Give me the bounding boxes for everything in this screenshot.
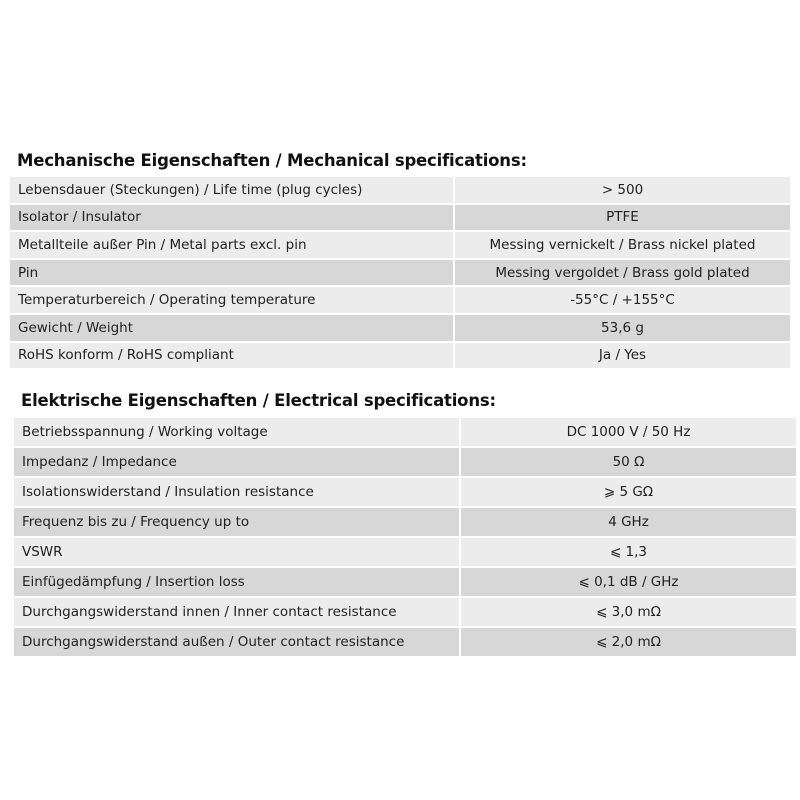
spec-value: ⩽ 1,3 (461, 538, 796, 568)
spec-label: Durchgangswiderstand innen / Inner contact resistance (14, 598, 461, 628)
spec-value: DC 1000 V / 50 Hz (461, 418, 796, 448)
spec-value: PTFE (455, 205, 790, 233)
spec-label: Durchgangswiderstand außen / Outer contact resistance (14, 628, 461, 658)
table-row (14, 508, 796, 538)
spec-label: Lebensdauer (Steckungen) / Life time (plug cycles) (10, 177, 455, 205)
electrical-spec-table (14, 418, 796, 658)
mechanical-section-title: Mechanische Eigenschaften / Mechanical specifications: (17, 151, 527, 170)
table-row (10, 232, 790, 260)
table-row (10, 343, 790, 371)
spec-value: 50 Ω (461, 448, 796, 478)
spec-value: ⩽ 2,0 mΩ (461, 628, 796, 658)
spec-value: 4 GHz (461, 508, 796, 538)
table-row (10, 205, 790, 233)
table-row (14, 448, 796, 478)
electrical-specifications-section (14, 388, 796, 658)
table-row (14, 418, 796, 448)
spec-value: ⩾ 5 GΩ (461, 478, 796, 508)
spec-value: ⩽ 0,1 dB / GHz (461, 568, 796, 598)
spec-value: > 500 (455, 177, 790, 205)
electrical-section-title: Elektrische Eigenschaften / Electrical specifications: (21, 391, 496, 410)
spec-label: Isolationswiderstand / Insulation resistance (14, 478, 461, 508)
spec-label: Pin (10, 260, 455, 288)
table-row (14, 538, 796, 568)
mechanical-specifications-section (10, 147, 790, 370)
spec-value: -55°C / +155°C (455, 287, 790, 315)
table-row (10, 260, 790, 288)
spec-value: Ja / Yes (455, 343, 790, 371)
mechanical-spec-table (10, 177, 790, 370)
table-row (10, 315, 790, 343)
spec-label: Metallteile außer Pin / Metal parts excl. pin (10, 232, 455, 260)
table-row (10, 177, 790, 205)
spec-value: ⩽ 3,0 mΩ (461, 598, 796, 628)
table-row (14, 568, 796, 598)
spec-label: Frequenz bis zu / Frequency up to (14, 508, 461, 538)
spec-label: VSWR (14, 538, 461, 568)
spec-value: Messing vergoldet / Brass gold plated (455, 260, 790, 288)
spec-label: Impedanz / Impedance (14, 448, 461, 478)
spec-label: RoHS konform / RoHS compliant (10, 343, 455, 371)
table-row (10, 287, 790, 315)
spec-value: 53,6 g (455, 315, 790, 343)
spec-label: Temperaturbereich / Operating temperature (10, 287, 455, 315)
spec-label: Gewicht / Weight (10, 315, 455, 343)
spec-label: Isolator / Insulator (10, 205, 455, 233)
table-row (14, 478, 796, 508)
spec-label: Betriebsspannung / Working voltage (14, 418, 461, 448)
table-row (14, 598, 796, 628)
table-row (14, 628, 796, 658)
spec-value: Messing vernickelt / Brass nickel plated (455, 232, 790, 260)
spec-label: Einfügedämpfung / Insertion loss (14, 568, 461, 598)
